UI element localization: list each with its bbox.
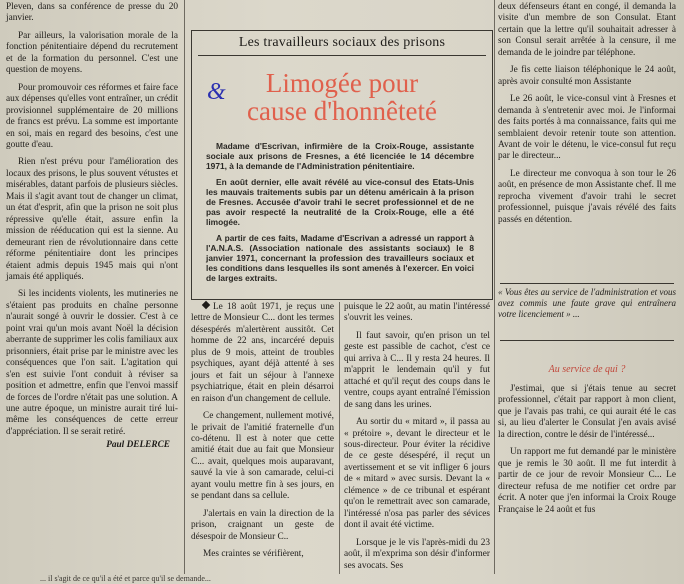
paragraph: Le directeur me convoqua à son tour le 26 août, en présence de mon Assistante chef. Il me reprocha vivement d'avoir trahi le secret professionnel, puisque j'avais révélé des faits passés en détention. (498, 168, 676, 225)
lead-paragraph: En août dernier, elle avait révélé au vice-consul des Etats-Unis les mauvais traitements subis par un détenu américain à la prison de Fresnes. Accusée d'avoir trahi le secret professionnel et de ne pas avoir respecté la neutralité de la Croix-Rouge, elle a été limogée. (206, 176, 474, 228)
paragraph: Un rapport me fut demandé par le ministère que je remis le 30 août. Il me fut interdit à partir de ce jour de revoir Monsieur C... Le directeur refusa de me notifier cet ordre par écrit. A noter que j'en informai la Croix Rouge Française le 24 août et fus (498, 447, 676, 515)
article-header-box (191, 30, 493, 300)
paragraph: J'alertais en vain la direction de la prison, craignant un geste de désespoir de Monsieur C.. (191, 508, 334, 542)
paragraph: Rien n'est prévu pour l'amélioration des locaux des prisons, le plus souvent vétustes et misérables, datant parfois de plusieurs siècles. Mais il s'agit avant tout de changer un climat, un état d'esprit, afin que la prison ne soit plus répressive qu'elle était, assure enfin la mission de rééducation qui est la sienne. Au demeurant rien de révolutionnaire dans cette réforme pénitentiaire dont les principes étaient admis depuis 1945 mais qui n'ont jamais été appliqués. (6, 157, 178, 282)
headline (192, 69, 492, 125)
column-divider (184, 0, 185, 574)
paragraph: puisque le 22 août, au matin l'intéressé s'ouvrit les veines. (344, 302, 490, 324)
column-1 (6, 2, 178, 452)
paragraph: deux défenseurs étant en congé, il demanda la visite d'un membre de son Consulat. Etant certain que la lettre qu'il souhaitait adresser à son Consul serait arrêtée à la censure, il me demanda de le joindre par téléphone. (498, 2, 676, 58)
author-signature: Paul DELERCE (106, 440, 170, 451)
column-4 (498, 2, 676, 226)
paragraph: Mes craintes se vérifièrent, (203, 549, 304, 560)
lead-paragraphs (206, 141, 474, 284)
lead-paragraph: A partir de ces faits, Madame d'Escrivan a adressé un rapport à l'A.N.A.S. (Association nationale des assistants sociaux) le 8 janvier 1971, concernant la profession des travailleurs sociaux et les conditions dans lesquelles ils sont amenés à l'exercer. En voici de larges extraits. (206, 232, 474, 284)
paragraph: Par ailleurs, la valorisation morale de la fonction pénitentiaire dépend du recrutement et de la formation du personnel. C'est une question de moyens. (6, 30, 178, 76)
headline-line-2: cause d'honnêteté (246, 96, 438, 126)
lead-paragraph: Madame d'Escrivan, infirmière de la Croix-Rouge, assistante sociale aux prisons de Fresnes, a été licenciée le 14 décembre 1971, à la demande de l'Administration pénitentiaire. (206, 141, 474, 172)
column-2 (191, 302, 334, 561)
paragraph: Le 18 août 1971, je reçus une lettre de Monsieur C... dont les termes désespérés m'alertèrent aussitôt. Cet homme de 22 ans, incarcéré depuis plus de 9 mois, atteint de troubles psychiques, ayant déjà attenté à ses jours et fait un séjour à l'annexe psychiatrique, était en plein désarroi en raison d'un changement de cellule. (191, 302, 334, 404)
quote-divider-top (500, 283, 674, 284)
paragraph: Si les incidents violents, les mutineries ne s'étaient pas produits en chaîne personne n'aurait songé à ouvrir le dossier. C'est à ce point vrai qu'un mois avant Noël la décision aberrante de supprimer les colis familiaux aux prisonniers, était prise par le ministre avec les conséquences que l'on sait. L'agitation qui s'en est suivie l'ont conduit à réviser sa position et admettre, enfin que l'envoi massif de forces de l'ordre n'était pas une solution. A une autre époque, un ministre aurait tiré lui-même les conséquences de cette erreur d'appréciation. Il se serait retiré. (6, 289, 178, 437)
paragraph: Au sortir du « mitard », il passa au « prétoire », devant le directeur et le sous-directeur. Pour éviter la récidive de ce geste désespéré, il reçut un avertissement et se vit infliger 6 jours de « mitard » avec sursis. Devant la « clémence » de ce tribunal et espérant qu'on le remettrait avec son camarade, l'intéressé n'osa pas parler des sévices dont il avait été victime. (344, 417, 490, 531)
kicker-divider (198, 55, 486, 56)
column-4-continued (498, 384, 676, 516)
paragraph: Je fis cette liaison téléphonique le 24 août, après avoir consulté mon Assistante (498, 65, 676, 87)
paragraph: J'estimai, que si j'étais tenue au secret professionnel, c'était par rapport à mon client, que je l'avais pas trahi, ce qui aurait été le cas si, au lieu d'alerter le Consulat j'en avais avisé la direction, contre le désir de l'intéressé... (498, 384, 676, 440)
diamond-bullet-icon (202, 301, 210, 309)
paragraph: Pleven, dans sa conférence de presse du 20 janvier. (6, 2, 178, 24)
column-3 (344, 302, 490, 572)
headline-line-1: Limogée pour (265, 68, 419, 98)
column-divider (494, 0, 495, 574)
paragraph: Ce changement, nullement motivé, le privait de l'amitié fraternelle d'un co-détenu. Il est à noter que cette amitié était due au fait que Monsieur C... avait, quelques mois auparavant, sauvé la vie à son camarade, celui-ci ayant voulu mettre fin à ses jours, en se pendant dans sa cellule. (191, 411, 334, 502)
pull-quote: « Vous êtes au service de l'administration et vous avez commis une faute grave qui entraînera votre licenciement » ... (498, 287, 676, 319)
quote-divider-bottom (500, 340, 674, 341)
paragraph: Le 26 août, le vice-consul vint à Fresnes et demanda à s'entretenir avec moi. Je l'informai des faits portés à ma connaissance, faits qui me semblaient devoir retenir toute son attention. Avant de voir le détenu, le vice-consul fut reçu par le directeur... (498, 94, 676, 162)
section-kicker: Les travailleurs sociaux des prisons (238, 35, 446, 50)
paragraph: Lorsque je le vis l'après-midi du 23 août, il m'exprima son désir d'informer ses avocats. Ses (344, 537, 490, 571)
column-divider (339, 302, 340, 574)
subheading: Au service de qui ? (548, 364, 626, 375)
next-article-strip: ... il s'agit de ce qu'il a été et parce qu'il se demande... (40, 574, 211, 583)
handwritten-mark: & (207, 79, 226, 105)
paragraph: Pour promouvoir ces réformes et faire face aux dépenses qu'elles vont entraîner, un crédit provisionnel supplémentaire de 20 millions de francs est prévu. La somme est importante en soi, mais en regard des besoins, c'est une goutte d'eau. (6, 82, 178, 150)
paragraph: Il faut savoir, qu'en prison un tel geste est passible de cachot, c'est ce qui arriva à C... Il y resta 24 heures. Il m'apprit le lendemain qu'il y fut attaché et qu'il reçut des coups dans le ventre, coups ayant entraîné l'émission de sang dans les urines. (344, 330, 490, 410)
